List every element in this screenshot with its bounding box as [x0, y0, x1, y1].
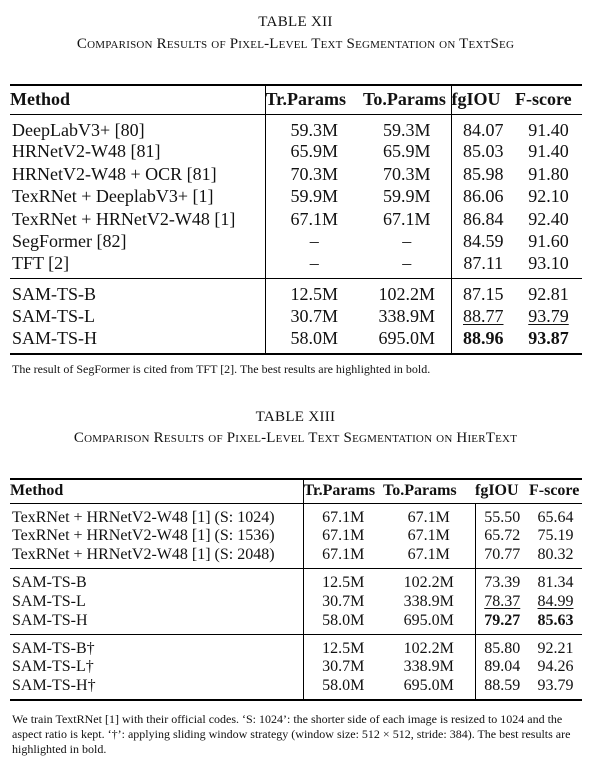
cell-tr-params: 67.1M: [303, 503, 383, 527]
cell-method: HRNetV2-W48 [81]: [12, 141, 161, 162]
header-to-params: To.Params: [363, 89, 446, 110]
cell-method: TexRNet + HRNetV2-W48 [1] (S: 1024): [12, 508, 275, 526]
cell-method: SAM-TS-L†: [12, 658, 94, 676]
cell-tr-params: 67.1M: [303, 546, 383, 569]
cell-tr-params: –: [265, 231, 363, 254]
cell-tr-params: 12.5M: [265, 279, 363, 306]
cell-fgiou: 73.39: [475, 569, 529, 593]
table-row: [10, 569, 582, 593]
table-row: [10, 208, 582, 231]
row-group: [10, 569, 582, 635]
cell-method: SAM-TS-B: [12, 574, 87, 591]
table-12-label: TABLE XII: [258, 14, 333, 30]
cell-fgiou: 55.50: [475, 503, 529, 527]
cell-fscore: 92.81: [528, 284, 569, 304]
header-tr-params: Tr.Params: [265, 85, 363, 114]
table-13-note: We train TextRNet [1] with their official codes. ‘S: 1024’: the shorter side of each image is resized to 1024 and the aspect ratio is kept. ‘†’: applying sliding window strategy (window size: 512 × 512, stride: 384). The best results are highlighted in bold.: [12, 712, 571, 756]
cell-method: SAM-TS-B†: [12, 639, 95, 657]
cell-to-params: 59.3M: [382, 119, 431, 140]
table-row: [10, 231, 582, 254]
table-row: [10, 612, 582, 635]
cell-fscore: 65.64: [537, 508, 574, 526]
cell-to-params: 695.0M: [403, 611, 454, 629]
cell-fgiou: 89.04: [475, 658, 529, 678]
cell-to-params: 102.2M: [378, 284, 435, 304]
cell-method: SAM-TS-H†: [12, 677, 96, 694]
table-row: [10, 634, 582, 658]
cell-fgiou: 84.59: [451, 231, 515, 254]
table-row: [10, 141, 582, 164]
cell-fgiou: 85.98: [451, 163, 515, 186]
cell-fscore: 91.80: [528, 163, 569, 184]
cell-tr-params: 30.7M: [265, 305, 363, 328]
cell-to-params: 65.9M: [382, 141, 431, 162]
cell-tr-params: 67.1M: [303, 527, 383, 547]
header-method: Method: [10, 482, 64, 500]
cell-fscore: 84.99: [537, 592, 574, 610]
cell-to-params: 338.9M: [403, 658, 454, 676]
table-row: [10, 186, 582, 209]
cell-to-params: 67.1M: [407, 546, 450, 563]
header-method: Method: [10, 89, 70, 110]
cell-fscore: 93.79: [528, 305, 569, 326]
table-12-note: The result of SegFormer is cited from TFT [2]. The best results are highlighted in bold.: [12, 362, 431, 376]
cell-method: SAM-TS-H: [12, 327, 98, 348]
table-row: [10, 527, 582, 547]
row-group: [10, 634, 582, 700]
table-row: [10, 592, 582, 612]
cell-tr-params: –: [265, 253, 363, 279]
cell-fgiou: 65.72: [475, 527, 529, 547]
header-fscore: F-score: [515, 89, 572, 110]
cell-tr-params: 65.9M: [265, 141, 363, 164]
cell-method: TexRNet + HRNetV2-W48 [1] (S: 2048): [12, 546, 275, 563]
cell-to-params: 338.9M: [403, 592, 454, 610]
cell-fscore: 91.60: [528, 231, 569, 252]
cell-method: TexRNet + DeeplabV3+ [1]: [12, 186, 214, 207]
cell-fgiou: 88.77: [451, 305, 515, 328]
table-13-caption: Comparison Results of Pixel-Level Text Segmentation on HierText: [73, 430, 518, 446]
cell-tr-params: 58.0M: [303, 612, 383, 635]
cell-fscore: 75.19: [537, 527, 574, 545]
table-row: [10, 305, 582, 328]
cell-fgiou: 88.96: [451, 328, 515, 354]
cell-fscore: 93.79: [537, 677, 574, 694]
cell-method: SAM-TS-L: [12, 592, 86, 610]
cell-fgiou: 86.06: [451, 186, 515, 209]
cell-to-params: 59.9M: [382, 186, 431, 207]
cell-tr-params: 59.9M: [265, 186, 363, 209]
table-row: [10, 503, 582, 527]
cell-method: HRNetV2-W48 + OCR [81]: [12, 163, 217, 184]
cell-tr-params: 30.7M: [303, 658, 383, 678]
cell-fgiou: 88.59: [475, 677, 529, 700]
cell-to-params: 102.2M: [403, 639, 454, 657]
cell-fgiou: 78.37: [475, 592, 529, 612]
table-12-header-row: [10, 85, 582, 114]
cell-fscore: 91.40: [528, 119, 569, 140]
header-tr-params: Tr.Params: [303, 479, 383, 503]
cell-tr-params: 67.1M: [265, 208, 363, 231]
cell-to-params: –: [402, 231, 412, 252]
row-group: [10, 114, 582, 279]
header-fgiou: fgIOU: [475, 482, 519, 500]
cell-fgiou: 86.84: [451, 208, 515, 231]
table-row: [10, 658, 582, 678]
table-13-label: TABLE XIII: [255, 409, 336, 425]
cell-fgiou: 87.15: [451, 279, 515, 306]
cell-to-params: 695.0M: [378, 327, 435, 348]
table-12: [10, 84, 582, 355]
cell-method: TexRNet + HRNetV2-W48 [1]: [12, 208, 236, 229]
cell-fgiou: 87.11: [451, 253, 515, 279]
cell-to-params: 102.2M: [403, 574, 454, 591]
cell-fgiou: 85.80: [475, 634, 529, 658]
cell-fscore: 92.40: [528, 208, 569, 229]
cell-method: SAM-TS-B: [12, 284, 97, 304]
cell-fgiou: 70.77: [475, 546, 529, 569]
table-row: [10, 163, 582, 186]
cell-fscore: 80.32: [537, 546, 574, 563]
cell-fscore: 92.21: [537, 639, 574, 657]
row-group: [10, 279, 582, 354]
cell-fscore: 93.10: [528, 253, 569, 273]
table-13-header-row: [10, 479, 582, 503]
cell-to-params: 67.1M: [407, 527, 450, 545]
cell-fgiou: 85.03: [451, 141, 515, 164]
cell-method: SAM-TS-H: [12, 611, 88, 629]
cell-to-params: 67.1M: [407, 508, 450, 526]
table-row: [10, 677, 582, 700]
cell-tr-params: 12.5M: [303, 569, 383, 593]
table-row: [10, 114, 582, 141]
cell-method: SegFormer [82]: [12, 231, 127, 252]
cell-method: TexRNet + HRNetV2-W48 [1] (S: 1536): [12, 527, 275, 545]
cell-tr-params: 30.7M: [303, 592, 383, 612]
table-row: [10, 253, 582, 279]
cell-tr-params: 12.5M: [303, 634, 383, 658]
cell-tr-params: 59.3M: [265, 114, 363, 141]
row-group: [10, 503, 582, 569]
header-fgiou: fgIOU: [451, 85, 515, 114]
cell-to-params: 695.0M: [403, 677, 454, 694]
cell-fscore: 91.40: [528, 141, 569, 162]
table-12-caption: Comparison Results of Pixel-Level Text Segmentation on TextSeg: [76, 36, 515, 52]
header-to-params: To.Params: [383, 482, 457, 500]
cell-method: SAM-TS-L: [12, 305, 96, 326]
cell-fscore: 94.26: [537, 658, 574, 676]
cell-fgiou: 79.27: [475, 612, 529, 635]
table-row: [10, 546, 582, 569]
cell-tr-params: 58.0M: [265, 328, 363, 354]
cell-fscore: 85.63: [537, 611, 574, 629]
cell-to-params: 67.1M: [382, 208, 431, 229]
cell-fgiou: 84.07: [451, 114, 515, 141]
table-row: [10, 279, 582, 306]
cell-fscore: 81.34: [537, 574, 574, 591]
header-fscore: F-score: [529, 482, 580, 500]
cell-tr-params: 58.0M: [303, 677, 383, 700]
cell-method: DeepLabV3+ [80]: [12, 119, 145, 140]
table-row: [10, 328, 582, 354]
cell-fscore: 93.87: [528, 327, 569, 348]
cell-fscore: 92.10: [528, 186, 569, 207]
cell-to-params: 70.3M: [382, 163, 431, 184]
cell-to-params: 338.9M: [378, 305, 435, 326]
cell-method: TFT [2]: [12, 253, 70, 273]
cell-to-params: –: [402, 253, 412, 273]
table-13: [10, 478, 582, 701]
cell-tr-params: 70.3M: [265, 163, 363, 186]
